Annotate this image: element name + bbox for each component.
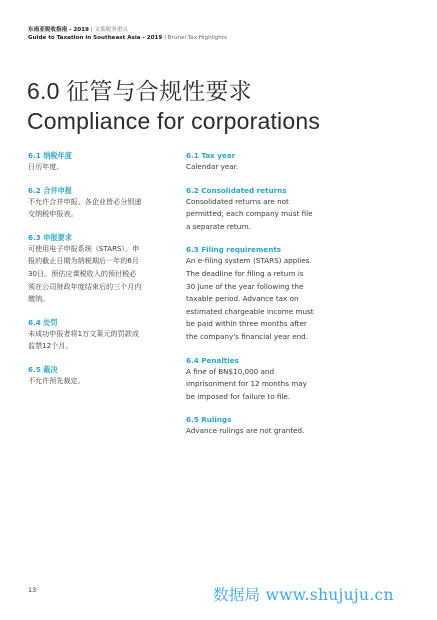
cn-section-body [28,328,172,353]
en-body-line: Advance rulings are not granted. [186,426,305,436]
en-section-body [186,425,336,438]
en-section-heading: 6.1 Tax year [186,151,236,160]
cn-section [28,364,172,388]
cn-section-heading: 6.3 申报要求 [28,232,72,242]
cn-section [28,232,172,306]
en-section-body [186,255,336,343]
en-section-heading: 6.5 Rulings [186,415,232,425]
en-body-line: A fine of BN$10,000 and [186,366,275,376]
cn-body-line: 报的截止日期为纳税期后一年的6月 [28,256,139,266]
cn-section [28,150,172,174]
en-section-body [186,196,336,234]
en-body-line: imprisonment for 12 months may [186,379,307,389]
header-guide-title-cn: 东南亚税收指南 - 2019 [28,27,89,33]
en-body-line: be paid within three months after [186,319,307,329]
cn-body-line: 不允许预先裁定。 [28,375,85,385]
page-title-en: Compliance for corporations [27,108,321,134]
en-section-body [186,161,336,174]
running-header [28,26,227,42]
en-body-line: Calendar year. [186,162,239,171]
cn-section-heading: 6.1 纳税年度 [28,151,72,160]
cn-body-line: 日历年度。 [28,162,64,171]
watermark: 数据局 www.shujuju.cn [213,586,394,604]
cn-section-body [28,243,172,306]
en-section [186,244,336,343]
cn-section-heading: 6.4 处罚 [28,317,58,327]
header-line-en [28,34,227,42]
cn-body-line: 须在公司财政年度结束后的三个月内 [28,281,142,291]
en-section-heading: 6.2 Consolidated returns [186,185,287,195]
cn-body-line: 交纳税申报表。 [28,209,78,219]
page-number: 13 [28,586,37,594]
cn-section-body [28,161,172,174]
en-body-line: be imposed for failure to file. [186,391,291,401]
header-subtitle-en: | Brunei Tax Highlights [164,35,227,41]
header-subtitle-cn: | 文莱税务重点 [90,27,128,33]
en-body-line: the company's financial year end. [186,331,309,341]
en-section [186,150,336,174]
cn-section-heading: 6.5 裁决 [28,364,58,374]
cn-body-line: 30日。预估应课税收入的预付税必 [28,268,137,278]
en-section [186,185,336,234]
chinese-column [28,150,172,399]
en-body-line: An e-filing system (STARS) applies. [186,256,312,266]
header-guide-title-en: Guide to Taxation in Southeast Asia - 2019 [28,35,163,41]
english-column [186,150,336,449]
en-section-heading: 6.4 Penalties [186,355,239,365]
en-body-line: permitted; each company must file [186,209,313,219]
en-section [186,355,336,404]
cn-section-body [28,196,172,221]
cn-body-line: 不允许合并申报。各企业皆必分别递 [28,196,142,206]
cn-body-line: 可使用电子申报系统（STARS）。申 [28,243,140,253]
cn-body-line: 监禁12个月。 [28,341,73,351]
cn-section [28,185,172,221]
en-body-line: taxable period. Advance tax on [186,294,299,304]
en-body-line: 30 June of the year following the [186,281,304,291]
cn-body-line: 未成功申报者将1万文莱元的罚款或 [28,328,139,338]
en-section [186,414,336,438]
cn-section-heading: 6.2 合并申报 [28,185,72,195]
page-title-cn: 6.0 征管与合规性要求 [27,78,252,104]
cn-section-body [28,375,172,388]
en-body-line: Consolidated returns are not [186,196,289,206]
cn-section [28,317,172,353]
en-section-body [186,366,336,404]
cn-body-line: 缴纳。 [28,294,50,304]
en-section-heading: 6.3 Filing requirements [186,245,282,255]
en-body-line: estimated chargeable income must [186,306,314,316]
en-body-line: a separate return. [186,221,251,231]
page-title [27,76,320,136]
en-body-line: The deadline for filing a return is [186,268,304,278]
header-line-cn [28,26,227,34]
